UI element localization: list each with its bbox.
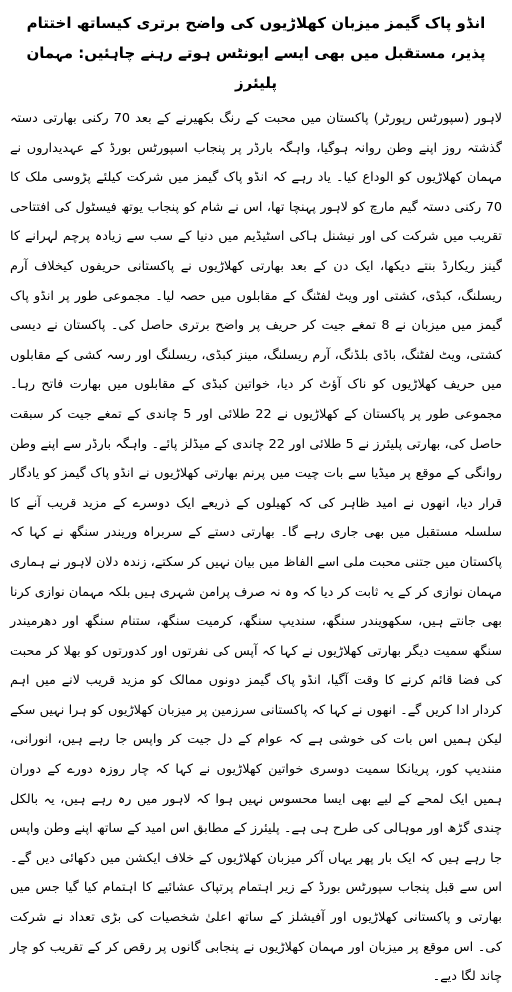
article-headline: انڈو پاک گیمز میزبان کھلاڑیوں کی واضح برتری کیساتھ اختتام پذیر، مستقبل میں بھی ایسے ایونٹس ہوتے رہنے چاہئیں: مہمان پلیئرز xyxy=(26,14,486,92)
article-body: لاہور (سپورٹس رپورٹر) پاکستان میں محبت کے رنگ بکھیرنے کے بعد 70 رکنی بھارتی دستہ گذشتہ روز اپنے وطن روانہ ہوگیا، واہگہ بارڈر پر پنجاب اسپورٹس بورڈ کے عہدیداروں نے مہمان کھلاڑیوں کو الوداع کیا۔ یاد رہے کہ انڈو پاک گیمز میں شرکت کیلئے پڑوسی ملک کا 70 رکنی دستہ گیم مارچ کو لاہور پہنچا تھا، اس نے شام کو پنجاب یوتھ فیسٹول کی افتتاحی تقریب میں شرکت کی اور نیشنل ہاکی اسٹیڈیم میں دنیا کے سب سے زیادہ پرچم لہرانے کا گینز ریکارڈ بنتے دیکھا، ایک دن کے بعد بھارتی کھلاڑیوں نے پاکستانی حریفوں کیخلاف آرم ریسلنگ، کبڈی، کشتی اور ویٹ لفٹنگ کے مقابلوں میں حصہ لیا۔ مجموعی طور پر انڈو پاک گیمز میں میزبان نے 8 تمغے جیت کر حریف پر واضح برتری حاصل کی۔ پاکستان نے دیسی کشتی، ویٹ لفٹنگ، باڈی بلڈنگ، آرم ریسلنگ، مینز کبڈی، ریسلنگ اور رسہ کشی کے مقابلوں میں حریف کھلاڑیوں کو ناک آؤٹ کر دیا، خواتین کبڈی کے مقابلوں میں بھارت فاتح رہا۔ مجموعی طور پر پاکستان کے کھلاڑیوں نے 22 طلائی اور 5 چاندی کے تمغے جیت کر سبقت حاصل کی، بھارتی پلیئرز نے 5 طلائی اور 22 چاندی کے میڈلز پائے۔ واہگہ بارڈر سے اپنے وطن روانگی کے موقع پر میڈیا سے بات چیت میں پرنم بھارتی کھلاڑیوں نے انڈو پاک گیمز کو یادگار قرار دیا، انھوں نے امید ظاہر کی کہ کھیلوں کے ذریعے ایک دوسرے کے مزید قریب آنے کا سلسلہ مستقبل میں بھی جاری رہے گا۔ بھارتی دستے کے سربراہ وریندر سنگھ نے کہا کہ پاکستان میں جتنی محبت ملی اسے الفاظ میں بیان نہیں کر سکتے، زندہ دلان لاہور نے ہماری مہمان نوازی کر کے یہ ثابت کر دیا کہ وہ نہ صرف پرامن شہری ہیں بلکہ مہمان نوازی کرنا بھی جانتے ہیں، سکھویندر سنگھ، سندیپ سنگھ، کرمیت سنگھ، ستنام سنگھ اور دھرمیندر سنگھ سمیت دیگر بھارتی کھلاڑیوں نے کہا کہ آپس کی نفرتوں اور کدورتوں کو بھلا کر محبت کی فضا قائم کرنے کا وقت آگیا، انڈو پاک گیمز دونوں ممالک کو مزید قریب لانے میں اہم کردار ادا کریں گے۔ انھوں نے کہا کہ پاکستانی سرزمین پر میزبان کھلاڑیوں کو ہرا نہیں سکے لیکن ہمیں اس بات کی خوشی ہے کہ عوام کے دل جیت کر واپس جا رہے ہیں، انورانی، منندیپ کور، پریانکا سمیت دوسری خواتین کھلاڑیوں نے کہا کہ چار روزہ دورے کے دوران ہمیں ایک لمحے کے لیے بھی ایسا محسوس نہیں ہوا کہ لاہور میں رہ رہے ہیں، یہ بالکل چندی گڑھ اور موہالی کی طرح ہی ہے۔ پلیئرز کے مطابق اس امید کے ساتھ اپنے وطن واپس جا رہے ہیں کہ ایک بار پھر یہاں آکر میزبان کھلاڑیوں کے خلاف ایکشن میں دکھائی دیں گے۔ اس سے قبل پنجاب سپورٹس بورڈ کے زیر اہتمام پرتپاک عشائیے کا اہتمام کیا گیا جس میں بھارتی و پاکستانی کھلاڑیوں اور آفیشلز کے ساتھ اعلیٰ شخصیات کی بڑی تعداد نے شرکت کی۔ اس موقع پر میزبان اور مہمان کھلاڑیوں نے پنجابی گانوں پر رقص کر کے تقریب کو چار چاند لگا دیے۔ xyxy=(10,111,502,985)
